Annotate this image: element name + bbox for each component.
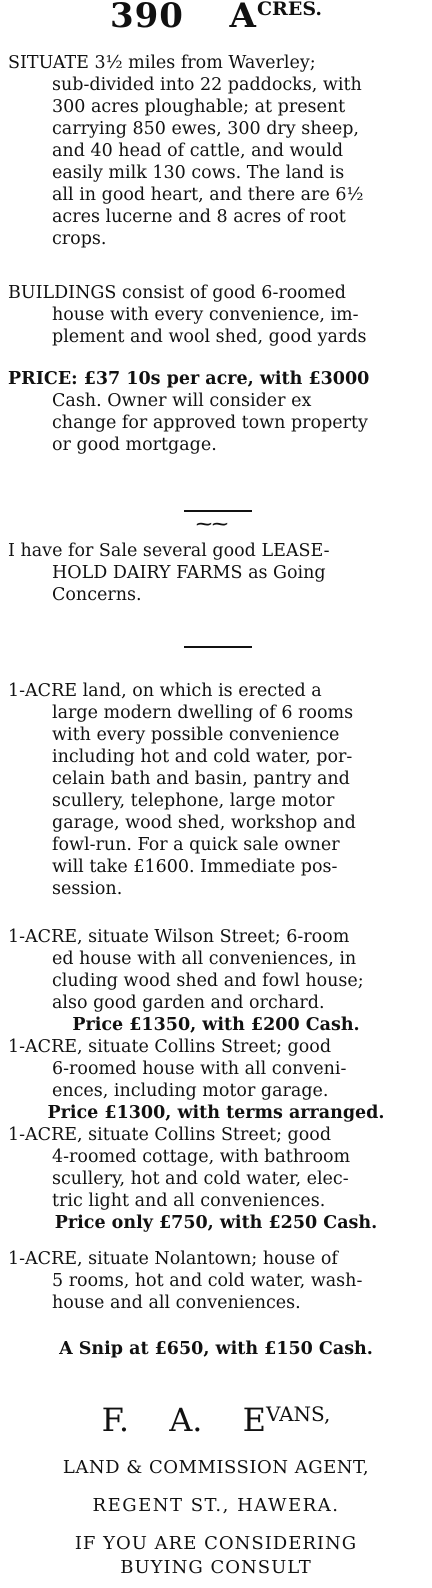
agent-role: LAND & COMMISSION AGENT, (62, 1457, 370, 1478)
leasehold-block (8, 540, 426, 606)
acre-land-line: 1-ACRE land, on which is erected a (8, 681, 322, 701)
listing-line: 5 rooms, hot and cold water, wash- (52, 1271, 363, 1291)
listing-price: Price £1350, with £200 Cash. (72, 1015, 360, 1035)
farm-line: SITUATE 3½ miles from Waverley; (8, 53, 316, 73)
agent-address: REGENT ST., HAWERA. (92, 1495, 340, 1516)
farm-line: and 40 head of cattle, and would (52, 141, 344, 161)
title-initial: A (229, 0, 257, 36)
listing-price: Price only £750, with £250 Cash. (54, 1213, 378, 1233)
listing-line: ences, including motor garage. (52, 1081, 329, 1101)
price-line: or good mortgage. (52, 435, 217, 455)
price-line: Cash. Owner will consider ex (52, 391, 312, 411)
leasehold-line: HOLD DAIRY FARMS as Going (52, 563, 326, 583)
leasehold-line: Concerns. (52, 585, 142, 605)
price-block (8, 368, 426, 456)
acre-land-line: with every possible convenience (52, 725, 340, 745)
listing-line: tric light and all conveniences. (52, 1191, 326, 1211)
acre-land-block (8, 680, 426, 900)
agent-name-rest: VANS, (266, 1402, 331, 1426)
price-line: change for approved town property (52, 413, 368, 433)
listing-line: house and all conveniences. (52, 1293, 301, 1313)
farm-line: all in good heart, and there are 6½ (52, 185, 364, 205)
farm-line: sub-divided into 22 paddocks, with (52, 75, 362, 95)
listing-line: also good garden and orchard. (52, 993, 325, 1013)
buildings-description (8, 282, 426, 348)
leasehold-line: I have for Sale several good LEASE- (8, 541, 330, 561)
farm-line: carrying 850 ewes, 300 dry sheep, (52, 119, 359, 139)
listing-price: A Snip at £650, with £150 Cash. (59, 1339, 373, 1359)
agent-name (0, 1394, 432, 1440)
listing-wilson-street (8, 926, 426, 1014)
farm-line: 300 acres ploughable; at present (52, 97, 346, 117)
acre-land-line: including hot and cold water, por- (52, 747, 353, 767)
listing-collins-street (8, 1036, 426, 1102)
listing-line: 1-ACRE, situate Wilson Street; 6-room (8, 927, 350, 947)
listing-line: 4-roomed cottage, with bathroom (52, 1147, 351, 1167)
agent-name-initial: E (242, 1401, 266, 1439)
listing-line: ed house with all conveniences, in (52, 949, 357, 969)
buildings-line: plement and wool shed, good yards (52, 327, 367, 347)
agent-name-mid: A. (169, 1401, 203, 1439)
price-lead: PRICE: £37 10s per acre, with £3000 (8, 369, 370, 389)
acre-land-line: large modern dwelling of 6 rooms (52, 703, 354, 723)
farm-line: crops. (52, 229, 107, 249)
agent-name-first: F. (101, 1401, 130, 1439)
listing-line: 1-ACRE, situate Nolantown; house of (8, 1249, 338, 1269)
farm-line: acres lucerne and 8 acres of root (52, 207, 346, 227)
listing-line: 1-ACRE, situate Collins Street; good (8, 1125, 332, 1145)
listing-nolantown (8, 1248, 426, 1314)
listing-collins-street-cottage (8, 1124, 426, 1212)
listing-line: 1-ACRE, situate Collins Street; good (8, 1037, 332, 1057)
acre-land-line: garage, wood shed, workshop and (52, 813, 356, 833)
call-to-action: BUYING CONSULT (120, 1557, 312, 1578)
farm-line: easily milk 130 cows. The land is (52, 163, 345, 183)
acre-land-line: celain bath and basin, pantry and (52, 769, 350, 789)
listing-price: Price £1300, with terms arranged. (47, 1103, 385, 1123)
acre-land-line: scullery, telephone, large motor (52, 791, 335, 811)
listing-line: 6-roomed house with all conveni- (52, 1059, 347, 1079)
listing-line: scullery, hot and cold water, elec- (52, 1169, 349, 1189)
acre-land-line: fowl-run. For a quick sale owner (52, 835, 340, 855)
acre-land-line: session. (52, 879, 123, 899)
acre-land-line: will take £1600. Immediate pos- (52, 857, 338, 877)
title-rest: CRES. (256, 0, 322, 20)
separator-ornament: ⁓⁓ (196, 514, 228, 533)
title-heading (0, 0, 432, 36)
title-number: 390 (109, 0, 184, 36)
listing-line: cluding wood shed and fowl house; (52, 971, 364, 991)
separator-rule (184, 510, 252, 512)
buildings-line: BUILDINGS consist of good 6-roomed (8, 283, 346, 303)
separator-rule (184, 646, 252, 648)
buildings-line: house with every convenience, im- (52, 305, 359, 325)
call-to-action: IF YOU ARE CONSIDERING (74, 1533, 358, 1554)
farm-description (8, 52, 426, 250)
